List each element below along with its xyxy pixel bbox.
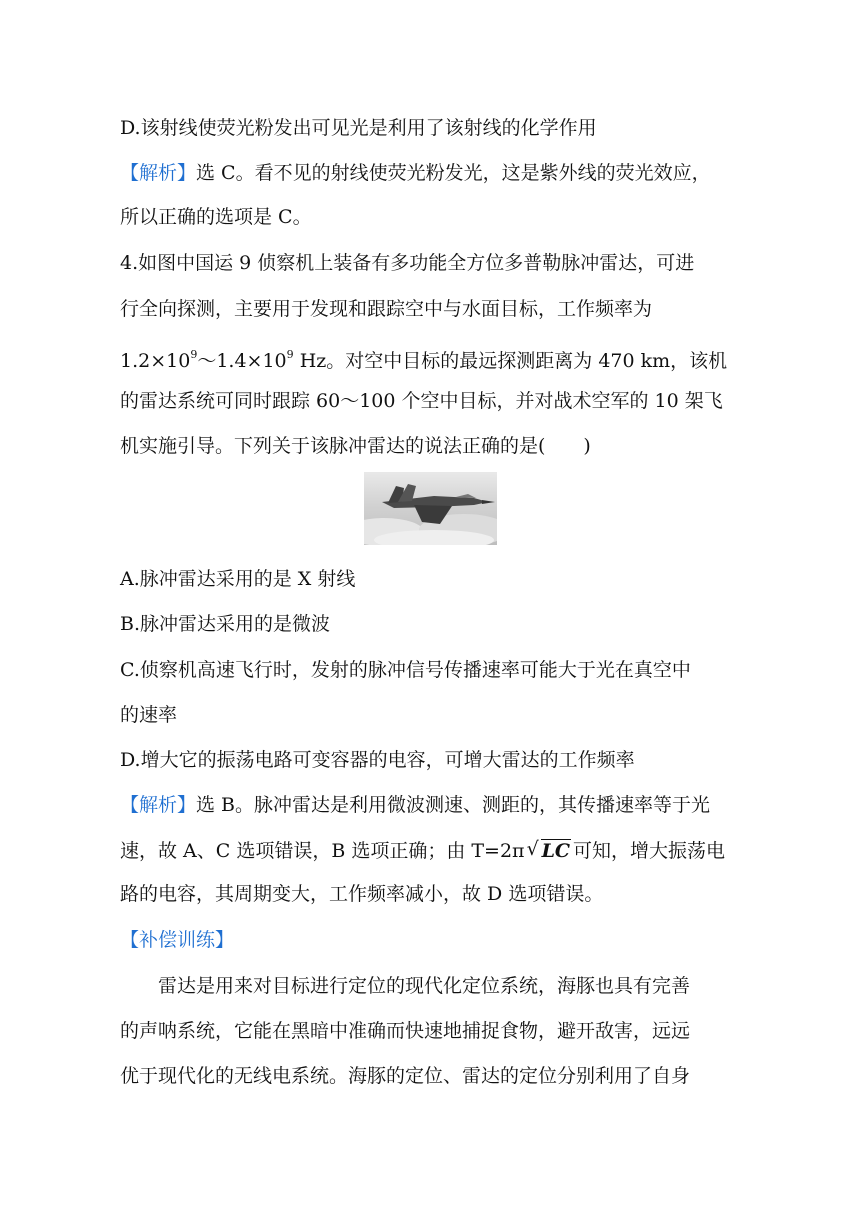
q4-option-b: B.脉冲雷达采用的是微波: [120, 613, 331, 635]
q4-analysis-line-1: [120, 791, 760, 819]
q4-analysis-line-2: [120, 837, 760, 865]
q4-stem-line-3-rest: Hz。对空中目标的最远探测距离为 470 km，该机: [293, 350, 728, 372]
q4-option-a: A.脉冲雷达采用的是 X 射线: [120, 568, 356, 590]
q4-option-c-line-1: C.侦察机高速飞行时，发射的脉冲信号传播速率可能大于光在真空中: [120, 659, 691, 681]
compensation-training-tag: 【补偿训练】: [120, 929, 235, 951]
q3-analysis-line-1: [120, 159, 760, 187]
q4-analysis-text-2b: 可知，增大振荡电: [573, 840, 726, 862]
freq-low-exponent: 9: [190, 348, 198, 361]
freq-high: ～1.4×10: [197, 350, 287, 372]
q3-option-d: D.该射线使荧光粉发出可见光是利用了该射线的化学作用: [120, 117, 597, 139]
compensation-line-3: 优于现代化的无线电系统。海豚的定位、雷达的定位分别利用了自身: [120, 1065, 691, 1087]
q4-analysis-text-1: 选 B。脉冲雷达是利用微波测速、测距的，其传播速率等于光: [196, 794, 711, 816]
sqrt-argument: LC: [541, 840, 571, 862]
freq-low: 1.2×10: [120, 350, 191, 372]
q4-stem-line-5: 机实施引导。下列关于该脉冲雷达的说法正确的是( ): [120, 435, 591, 457]
freq-high-exponent: 9: [286, 348, 294, 361]
q4-stem-line-3: [120, 341, 760, 375]
analysis-tag: 【解析】: [120, 794, 197, 816]
q4-analysis-line-3: 路的电容，其周期变大，工作频率减小，故 D 选项错误。: [120, 883, 604, 905]
q3-analysis-text-1: 选 C。看不见的射线使荧光粉发光，这是紫外线的荧光效应，: [196, 162, 711, 184]
compensation-line-2: 的声呐系统，它能在黑暗中准确而快速地捕捉食物，避开敌害，远远: [120, 1020, 691, 1042]
q4-stem-line-1: 4.如图中国运 9 侦察机上装备有多功能全方位多普勒脉冲雷达，可进: [120, 252, 695, 274]
q4-analysis-text-2a: 速，故 A、C 选项错误，B 选项正确；由 T=2π: [120, 840, 525, 862]
q4-option-c-line-2: 的速率: [120, 704, 178, 726]
compensation-line-1: 雷达是用来对目标进行定位的现代化定位系统，海豚也具有完善: [120, 975, 691, 997]
q3-analysis-line-2: 所以正确的选项是 C。: [120, 206, 312, 228]
q4-stem-line-4: 的雷达系统可同时跟踪 60～100 个空中目标，并对战术空军的 10 架飞: [120, 390, 723, 412]
sqrt-lc-formula: √ LC: [526, 838, 571, 862]
q4-option-d: D.增大它的振荡电路可变容器的电容，可增大雷达的工作频率: [120, 749, 635, 771]
analysis-tag: 【解析】: [120, 162, 197, 184]
q4-stem-line-2: 行全向探测，主要用于发现和跟踪空中与水面目标，工作频率为: [120, 298, 653, 320]
fighter-jet-photo: [364, 472, 497, 545]
